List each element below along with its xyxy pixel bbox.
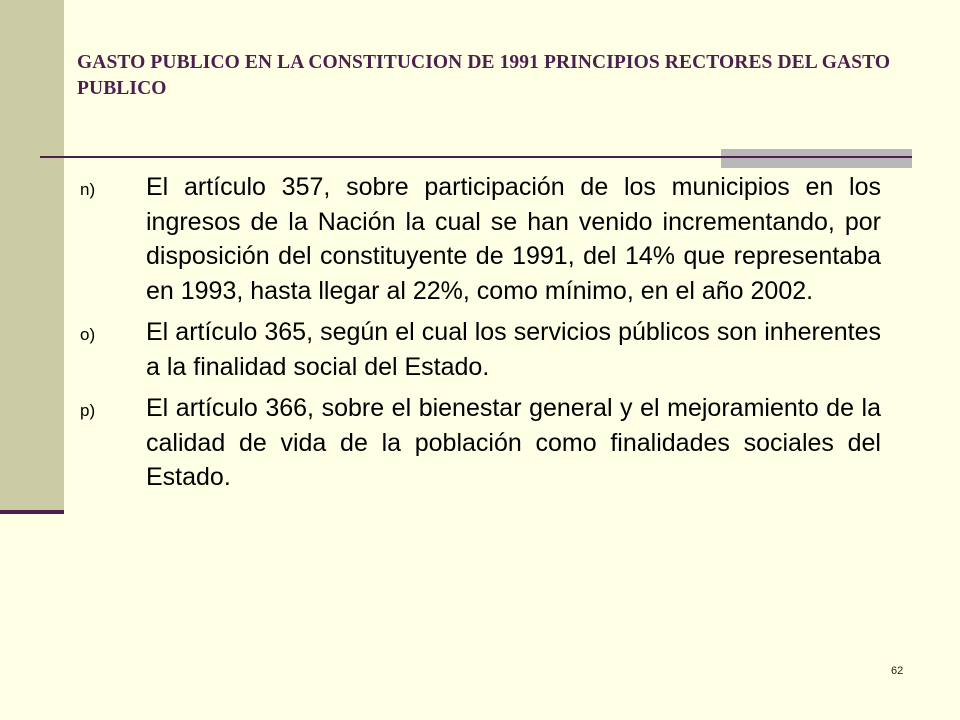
slide-title: GASTO PUBLICO EN LA CONSTITUCION DE 1991 PRINCIPIOS RECTORES DEL GASTO PUBLICO bbox=[77, 52, 891, 99]
list-item-text: El artículo 357, sobre participación de los municipios en los ingresos de la Nación la cual se han venido incrementando, por disposición del constituyente de 1991, del 14% que representaba en 1993, hasta llegar al 22%, como mínimo, en el año 2002. bbox=[146, 173, 881, 305]
list-item-text: El artículo 365, según el cual los servicios públicos son inherentes a la finalidad social del Estado. bbox=[146, 318, 881, 381]
left-decorative-band bbox=[0, 0, 64, 510]
page-number: 62 bbox=[891, 665, 904, 677]
list-marker: o) bbox=[80, 325, 96, 344]
title-divider-overlay bbox=[721, 156, 912, 158]
left-accent-bar bbox=[0, 510, 64, 514]
list-item-o bbox=[80, 315, 881, 384]
list-marker: n) bbox=[80, 180, 96, 199]
list-item-n bbox=[80, 170, 881, 308]
list-marker: p) bbox=[80, 401, 96, 420]
list-item-text: El artículo 366, sobre el bienestar general y el mejoramiento de la calidad de vida de la población como finalidades sociales del Estado. bbox=[146, 394, 881, 491]
title-rule-accent bbox=[721, 149, 912, 168]
principles-list bbox=[80, 170, 881, 502]
list-item-p bbox=[80, 391, 881, 495]
